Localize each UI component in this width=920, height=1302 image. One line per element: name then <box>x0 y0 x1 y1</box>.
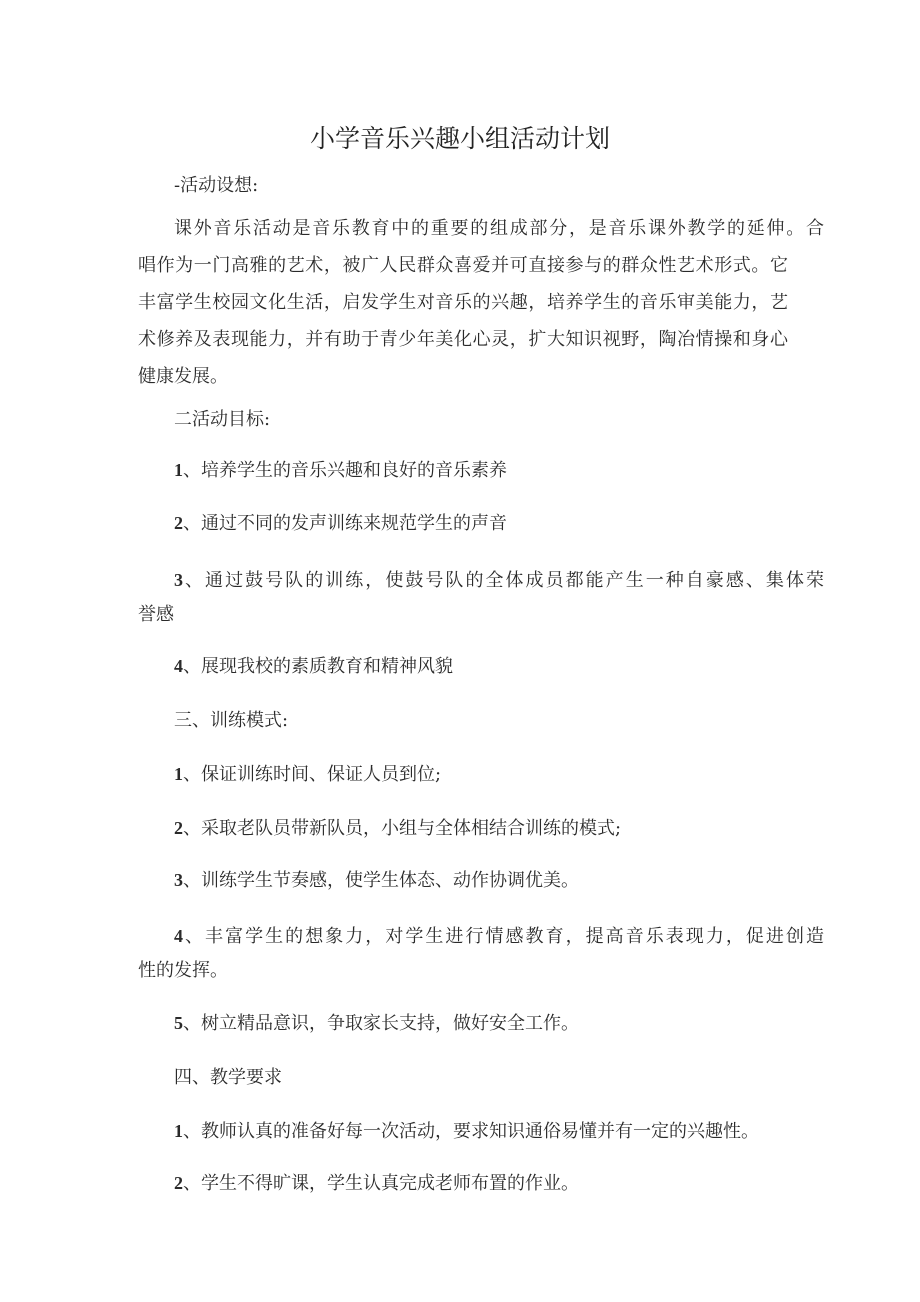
list-item <box>138 1165 824 1202</box>
section-heading: -活动设想: <box>174 175 259 196</box>
list-item <box>138 562 824 599</box>
list-item-continuation: 誉感 <box>138 604 174 625</box>
section-heading: 二活动目标: <box>174 409 271 430</box>
section-heading: 三、训练模式: <box>174 710 289 731</box>
list-item <box>138 452 824 489</box>
item-number: 2 <box>174 818 183 838</box>
item-text: 、保证训练时间、保证人员到位; <box>183 764 442 785</box>
list-item <box>138 1005 824 1042</box>
item-number: 3 <box>174 570 183 590</box>
paragraph-line: 课外音乐活动是音乐教育中的重要的组成部分，是音乐课外教学的延伸。合 <box>174 218 824 239</box>
list-item <box>138 1113 824 1150</box>
list-item <box>138 918 824 955</box>
item-text: 、培养学生的音乐兴趣和良好的音乐素养 <box>183 460 507 481</box>
item-text: 、采取老队员带新队员，小组与全体相结合训练的模式; <box>183 818 622 839</box>
item-text: 、学生不得旷课，学生认真完成老师布置的作业。 <box>183 1173 579 1194</box>
item-number: 1 <box>174 1121 183 1141</box>
item-number: 5 <box>174 1013 183 1033</box>
list-item <box>138 505 824 542</box>
item-text: 、展现我校的素质教育和精神风貌 <box>183 656 453 677</box>
item-text: 、通过鼓号队的训练，使鼓号队的全体成员都能产生一种自豪感、集体荣 <box>183 570 824 591</box>
item-text: 、丰富学生的想象力，对学生进行情感教育，提高音乐表现力，促进创造 <box>183 926 824 947</box>
item-text: 、树立精品意识，争取家长支持，做好安全工作。 <box>183 1013 579 1034</box>
list-item-continuation: 性的发挥。 <box>138 960 228 981</box>
item-number: 4 <box>174 926 183 946</box>
paragraph-line: 健康发展。 <box>138 366 228 387</box>
item-number: 1 <box>174 764 183 784</box>
item-text: 、训练学生节奏感，使学生体态、动作协调优美。 <box>183 870 579 891</box>
paragraph-line: 丰富学生校园文化生活，启发学生对音乐的兴趣，培养学生的音乐审美能力，艺 <box>138 292 788 313</box>
document-title: 小学音乐兴趣小组活动计划 <box>309 124 610 153</box>
list-item <box>138 756 824 793</box>
item-text: 、教师认真的准备好每一次活动，要求知识通俗易懂并有一定的兴趣性。 <box>183 1121 759 1142</box>
item-number: 2 <box>174 1173 183 1193</box>
paragraph-line: 唱作为一门高雅的艺术，被广人民群众喜爱并可直接参与的群众性艺术形式。它 <box>138 255 788 276</box>
item-text: 、通过不同的发声训练来规范学生的声音 <box>183 513 507 534</box>
list-item <box>138 810 824 847</box>
item-number: 1 <box>174 460 183 480</box>
list-item <box>138 648 824 685</box>
item-number: 4 <box>174 656 183 676</box>
item-number: 2 <box>174 513 183 533</box>
section-heading: 四、教学要求 <box>174 1067 282 1088</box>
item-number: 3 <box>174 870 183 890</box>
paragraph-line: 术修养及表现能力，并有助于青少年美化心灵，扩大知识视野，陶冶情操和身心 <box>138 329 788 350</box>
list-item <box>138 862 824 899</box>
